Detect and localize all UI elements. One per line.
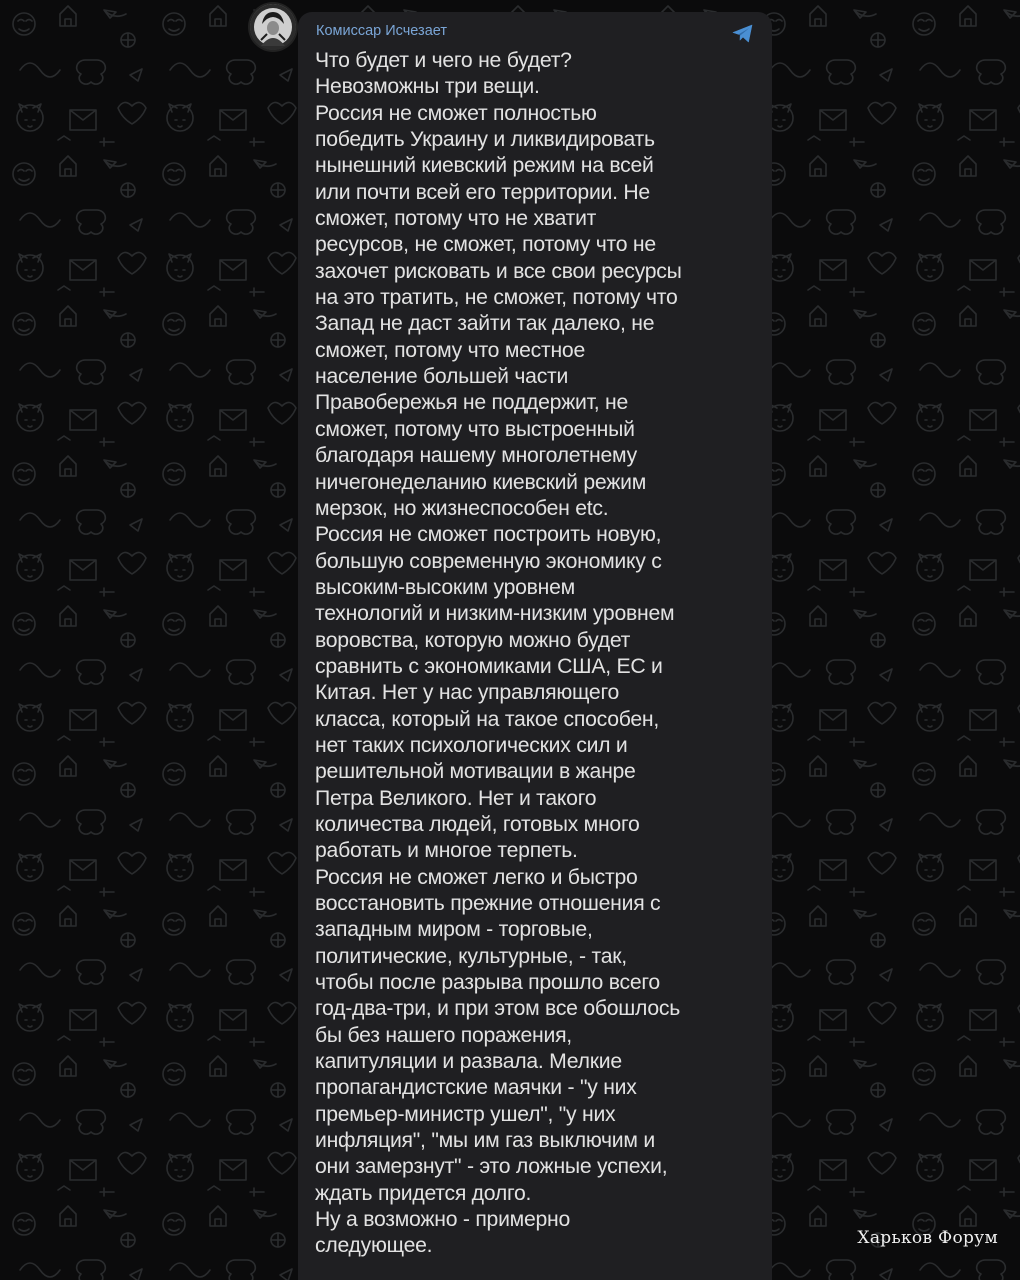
channel-avatar-icon[interactable] <box>250 4 296 50</box>
message-text: Что будет и чего не будет? Невозможны три вещи. Россия не сможет полностью победить Украину и ликвидировать нынешний киевский режим на всей или почти всей его территории. Не сможет, потому что не хватит ресурсов, не сможет, потому что не захочет рисковать и все свои ресурсы на это тратить, не сможет, потому что Запад не даст зайти так далеко, не сможет, потому что местное население большей части Правобережья не поддержит, не сможет, потому что выстроенный благодаря нашему многолетнему ничегонеделанию киевский режим мерзок, но жизнеспособен etc. Россия не сможет построить новую, большую современную экономику с высоким-высоким уровнем технологий и низким-низким уровнем воровства, которую можно будет сравнить с экономиками США, ЕС и Китая. Нет у нас управляющего класса, который на такое способен, нет таких психологических сил и решительной мотивации в жанре Петра Великого. Нет и такого количества людей, готовых много работать и многое терпеть. Россия не сможет легко и быстро восстановить прежние отношения с западным миром - торговые, политические, культурные, - так, чтобы после разрыва прошло всего год-два-три, и при этом все обошлось бы без нашего поражения, капитуляции и развала. Мелкие пропагандистские маячки - "у них премьер-министр ушел", "у них инфляция", "мы им газ выключим и они замерзнут" - это ложные успехи, ждать придется долго. Ну а возможно - примерно следующее. <box>315 49 682 1258</box>
sender-name[interactable]: Комиссар Исчезает <box>316 23 447 39</box>
telegram-share-icon[interactable] <box>730 20 756 46</box>
watermark-label: Харьков Форум <box>857 1228 998 1248</box>
message-bubble <box>298 12 772 1280</box>
